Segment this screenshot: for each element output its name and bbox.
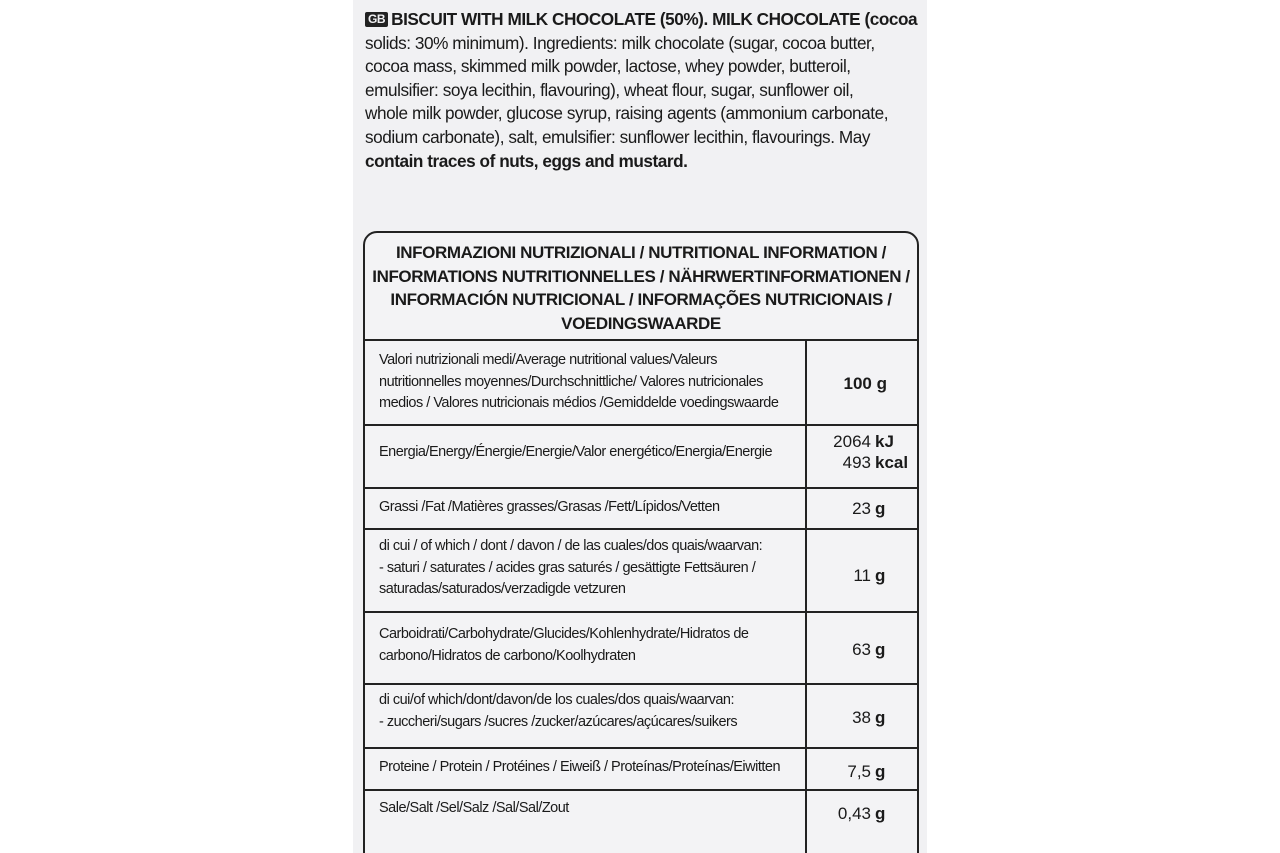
label-line: - saturi / saturates / acides gras saturés / gesättigte Fettsäuren / (379, 559, 756, 576)
label-line: Carboidrati/Carbohydrate/Glucides/Kohlenhydrate/Hidratos de (379, 626, 749, 642)
value-unit: g (875, 804, 886, 823)
divider (365, 789, 917, 791)
ingredients-line: whole milk powder, glucose syrup, raising agents (ammonium carbonate, (365, 103, 889, 124)
table-row-value (811, 431, 909, 473)
value-unit: kJ (875, 432, 894, 451)
table-row-label: Proteine / Protein / Protéines / Eiweiß / Proteínas/Proteínas/Eiwitten (379, 759, 781, 775)
nutrition-table-title (365, 241, 917, 335)
divider (365, 528, 917, 530)
title-line: INFORMAZIONI NUTRIZIONALI / NUTRITIONAL INFORMATION / (395, 243, 886, 262)
value-number: 2064 (833, 432, 871, 451)
title-line: VOEDINGSWAARDE (561, 313, 721, 333)
table-row-value (811, 803, 909, 824)
value-number: 0,43 (837, 804, 871, 823)
table-row-label: Grassi /Fat /Matières grasses/Grasas /Fett/Lípidos/Vetten (379, 499, 720, 515)
value-number: 38 (852, 708, 871, 727)
ingredients-line-text: BISCUIT WITH MILK CHOCOLATE (50%). MILK CHOCOLATE (cocoa (391, 9, 918, 29)
table-row-value (811, 761, 909, 782)
table-row-value (811, 707, 909, 728)
product-label (353, 0, 927, 853)
ingredients-line: emulsifier: soya lecithin, flavouring), wheat flour, sugar, sunflower oil, (365, 79, 854, 100)
divider (365, 683, 917, 685)
value-unit: kcal (875, 453, 909, 472)
label-line: - zuccheri/sugars /sucres /zucker/azúcares/açúcares/suikers (379, 713, 738, 730)
value-unit: g (875, 499, 886, 518)
table-row-value (811, 565, 909, 586)
ingredients-line: solids: 30% minimum). Ingredients: milk chocolate (sugar, cocoa butter, (365, 32, 875, 53)
divider (365, 339, 917, 341)
table-row-label (379, 624, 799, 667)
table-row-label (379, 350, 799, 415)
value-number: 11 (853, 566, 871, 585)
title-line: INFORMATIONS NUTRITIONNELLES / NÄHRWERTINFORMATIONEN / (372, 266, 910, 286)
table-row-value (811, 498, 909, 519)
divider (365, 487, 917, 489)
label-line: nutritionnelles moyennes/Durchschnittliche/ Valores nutricionales (379, 373, 763, 390)
label-line: di cui / of which / dont / davon / de las cuales/dos quais/waarvan: (379, 538, 763, 554)
value-unit: g (875, 640, 886, 659)
table-row-value (811, 639, 909, 660)
divider (365, 611, 917, 613)
value-number: 493 (842, 453, 871, 472)
value-number: 63 (852, 640, 871, 659)
label-line: carbono/Hidratos de carbono/Koolhydraten (379, 647, 636, 664)
value-unit: g (875, 708, 886, 727)
nutrition-table (363, 231, 919, 853)
value-unit: g (875, 566, 886, 585)
ingredients-line: cocoa mass, skimmed milk powder, lactose, whey powder, butteroil, (365, 56, 851, 77)
value-number: 7,5 (847, 762, 871, 781)
label-line: Valori nutrizionali medi/Average nutritional values/Valeurs (379, 352, 718, 368)
label-line: medios / Valores nutricionais médios /Gemiddelde voedingswaarde (379, 395, 779, 411)
divider (365, 424, 917, 426)
value-number: 23 (852, 499, 871, 518)
table-row-label (379, 536, 799, 601)
label-line: di cui/of which/dont/davon/de los cuales/dos quais/waarvan: (379, 692, 734, 708)
label-line: saturadas/saturados/verzadigde vetzuren (379, 581, 626, 597)
table-row-label: Energia/Energy/Énergie/Energie/Valor energético/Energia/Energie (379, 444, 773, 460)
ingredients-text (365, 8, 923, 173)
table-row-label (379, 690, 799, 733)
ingredients-line: sodium carbonate), salt, emulsifier: sunflower lecithin, flavourings. May (365, 126, 870, 147)
ingredients-line: contain traces of nuts, eggs and mustard. (365, 150, 688, 171)
ingredients-line (365, 8, 923, 32)
table-row-value: 100 g (843, 374, 887, 393)
column-divider (805, 339, 807, 853)
value-unit: g (875, 762, 886, 781)
country-badge: GB (365, 12, 388, 27)
divider (365, 747, 917, 749)
table-row-label: Sale/Salt /Sel/Salz /Sal/Sal/Zout (379, 800, 569, 816)
title-line: INFORMACIÓN NUTRICIONAL / INFORMAÇÕES NUTRICIONAIS / (390, 290, 892, 309)
